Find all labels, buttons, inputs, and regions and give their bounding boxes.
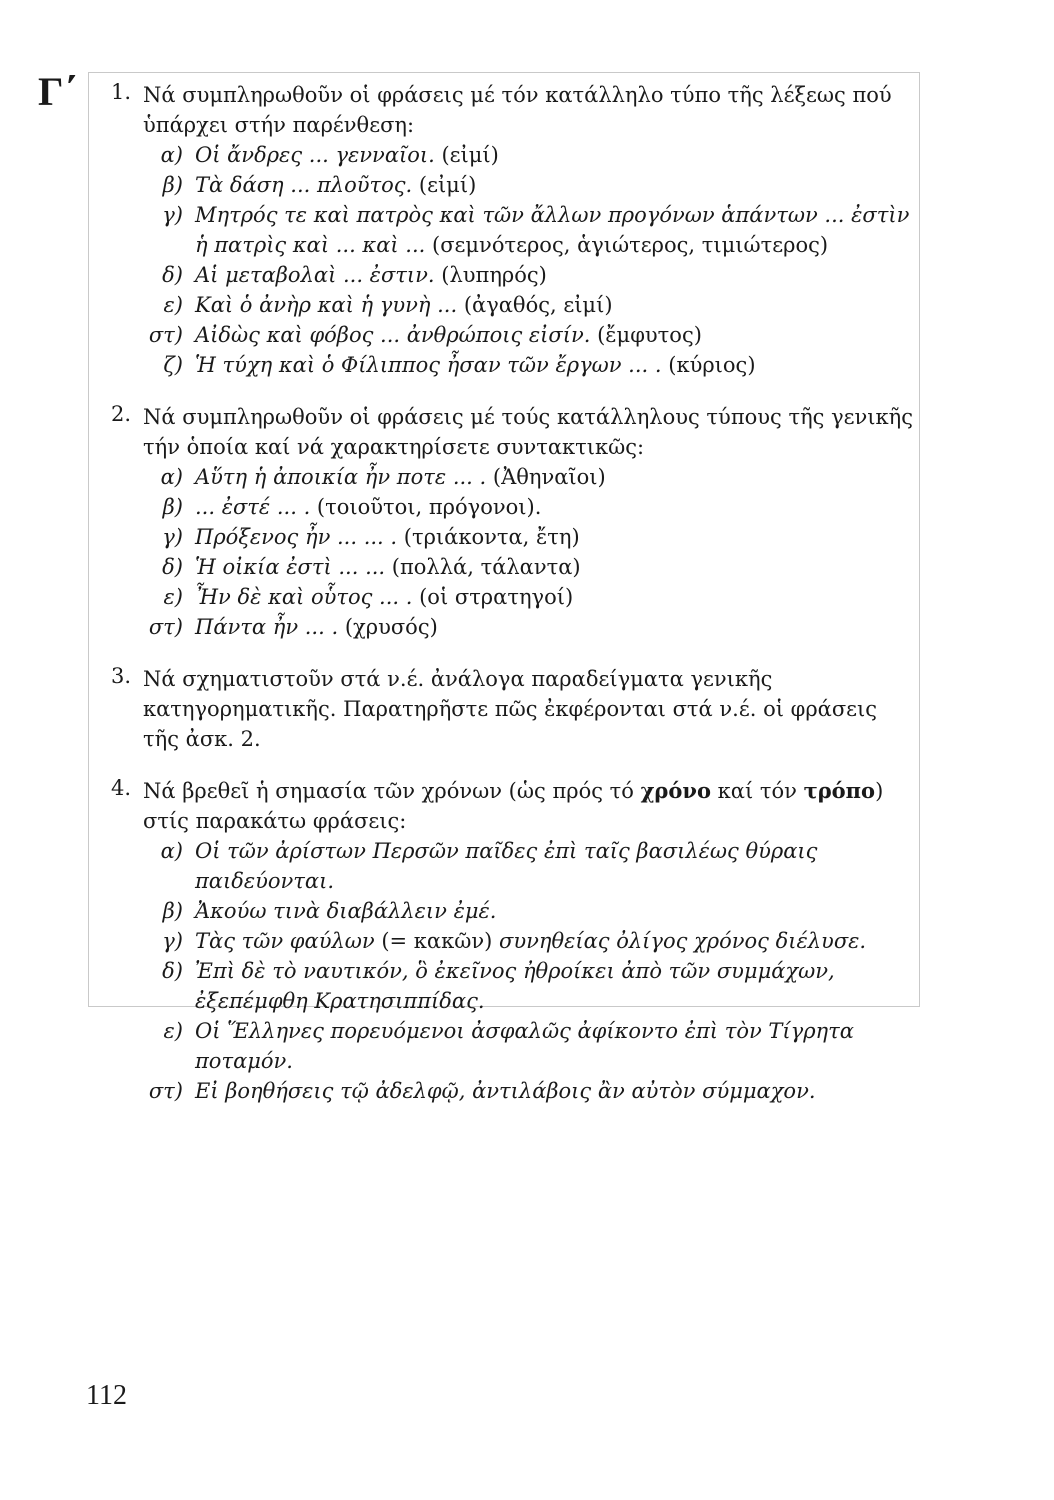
exercise-number: 3.	[110, 664, 131, 688]
exercise-instruction: Νά συμπληρωθοῦν οἱ φράσεις μέ τόν κατάλληλο τύπο τῆς λέξεως πού ὑπάρχει στήν παρένθεση:	[143, 83, 892, 137]
item-text: Αἱ μεταβολαὶ ... ἐστιν.	[195, 263, 435, 287]
item-label: δ)	[162, 263, 183, 287]
item-label: ζ)	[163, 353, 183, 377]
list-item	[143, 956, 913, 1016]
section-letter: Γ΄	[38, 69, 77, 114]
item-text: Οἱ Ἕλληνες πορευόμενοι ἀσφαλῶς ἀφίκοντο ἐπὶ τὸν Τίγρητα ποταμόν.	[195, 1019, 854, 1073]
item-label: α)	[160, 143, 183, 167]
bold-term-time: χρόνο	[640, 778, 711, 803]
item-hint: (ἔμφυτος)	[590, 323, 702, 347]
item-label: β)	[162, 899, 183, 923]
item-text: Ἐπὶ δὲ τὸ ναυτικόν, ὃ ἐκεῖνος ἠθροίκει ἀπὸ τῶν συμμάχων, ἐξεπέμφθη Κρατησιππίδας.	[195, 959, 835, 1013]
exercise-items	[143, 836, 913, 1106]
exercise-2	[103, 402, 913, 642]
item-label: β)	[162, 495, 183, 519]
item-text-cont: συνηθείας ὀλίγος χρόνος διέλυσε.	[499, 929, 867, 953]
item-hint: (χρυσός)	[338, 615, 438, 639]
item-text: Ἡ οἰκία ἐστὶ ... ...	[195, 555, 386, 579]
item-text: Πάντα ἦν ... .	[195, 615, 339, 639]
item-label: δ)	[162, 959, 183, 983]
list-item	[143, 462, 913, 492]
exercise-number: 1.	[110, 80, 131, 104]
item-text: Ἀκούω τινὰ διαβάλλειν ἐμέ.	[195, 899, 497, 923]
exercise-content	[103, 80, 913, 1128]
list-item	[143, 926, 913, 956]
item-label: δ)	[162, 555, 183, 579]
list-item	[143, 612, 913, 642]
item-hint: (τοιοῦτοι, πρόγονοι).	[310, 495, 542, 519]
exercise-number: 2.	[110, 402, 131, 426]
item-label: στ)	[148, 323, 183, 347]
item-label: ε)	[163, 1019, 183, 1043]
item-label: γ)	[162, 525, 183, 549]
list-item	[143, 836, 913, 896]
list-item	[143, 896, 913, 926]
item-hint: (κύριος)	[661, 353, 756, 377]
item-label: ε)	[163, 293, 183, 317]
item-label: α)	[160, 465, 183, 489]
list-item	[143, 260, 913, 290]
item-hint: (λυπηρός)	[434, 263, 547, 287]
bold-term-mood: τρόπο	[803, 778, 876, 803]
exercise-3	[103, 664, 913, 754]
item-label: στ)	[148, 615, 183, 639]
item-text: Μητρός τε καὶ πατρὸς καὶ τῶν ἄλλων προγόνων ἁπάντων ... ἐστὶν ἡ πατρὶς καὶ ... καὶ ...	[195, 203, 910, 257]
item-label: γ)	[162, 203, 183, 227]
list-item	[143, 1076, 913, 1106]
item-hint: (εἰμί)	[412, 173, 477, 197]
list-item	[143, 350, 913, 380]
item-text: Αἰδὼς καὶ φόβος ... ἀνθρώποις εἰσίν.	[195, 323, 591, 347]
list-item	[143, 582, 913, 612]
item-text: Αὕτη ἡ ἀποικία ἦν ποτε ... .	[195, 465, 487, 489]
item-label: α)	[160, 839, 183, 863]
list-item	[143, 522, 913, 552]
exercise-items	[143, 462, 913, 642]
exercise-items	[143, 140, 913, 380]
item-text: Τὰς τῶν φαύλων	[195, 929, 375, 953]
item-label: γ)	[162, 929, 183, 953]
item-hint: (οἱ στρατηγοί)	[412, 585, 574, 609]
exercise-1	[103, 80, 913, 380]
list-item	[143, 320, 913, 350]
item-hint: (σεμνότερος, ἁγιώτερος, τιμιώτερος)	[425, 233, 829, 257]
exercise-4	[103, 776, 913, 1106]
item-text: Εἰ βοηθήσεις τῷ ἀδελφῷ, ἀντιλάβοις ἂν αὐτὸν σύμμαχον.	[195, 1079, 816, 1103]
exercise-instruction: Νά συμπληρωθοῦν οἱ φράσεις μέ τούς κατάλληλους τύπους τῆς γενικῆς τήν ὁποία καί νά χαρακτηρίσετε συντακτικῶς:	[143, 405, 913, 459]
item-hint: (τριάκοντα, ἔτη)	[397, 525, 580, 549]
item-label: στ)	[148, 1079, 183, 1103]
item-hint: (= κακῶν)	[374, 929, 500, 953]
item-hint: (Ἀθηναῖοι)	[486, 465, 606, 489]
exercise-instruction: Νά σχηματιστοῦν στά ν.έ. ἀνάλογα παραδείγματα γενικῆς κατηγορηματικῆς. Παρατηρῆστε πῶς ἐκφέρονται στά ν.έ. οἱ φράσεις τῆς ἀσκ. 2.	[143, 667, 878, 751]
list-item	[143, 552, 913, 582]
list-item	[143, 492, 913, 522]
item-hint: (εἰμί)	[434, 143, 499, 167]
list-item	[143, 200, 913, 260]
exercise-instruction: Νά βρεθεῖ ἡ σημασία τῶν χρόνων (ὡς πρός τό χρόνο καί τόν τρόπο) στίς παρακάτω φράσεις:	[143, 778, 884, 833]
exercise-number: 4.	[110, 776, 131, 800]
item-text: Πρόξενος ἦν ... ... .	[195, 525, 398, 549]
item-label: β)	[162, 173, 183, 197]
item-text: ... ἐστέ ... .	[195, 495, 311, 519]
item-text: Καὶ ὁ ἀνὴρ καὶ ἡ γυνὴ ...	[195, 293, 458, 317]
item-text: Τὰ δάση ... πλοῦτος.	[195, 173, 413, 197]
list-item	[143, 170, 913, 200]
list-item	[143, 290, 913, 320]
list-item	[143, 1016, 913, 1076]
page-number: 112	[86, 1380, 127, 1411]
item-label: ε)	[163, 585, 183, 609]
item-hint: (πολλά, τάλαντα)	[385, 555, 581, 579]
item-text: Ἦν δὲ καὶ οὗτος ... .	[195, 585, 413, 609]
item-text: Ἡ τύχη καὶ ὁ Φίλιππος ἦσαν τῶν ἔργων ... .	[195, 353, 662, 377]
item-text: Οἱ ἄνδρες ... γενναῖοι.	[195, 143, 435, 167]
item-hint: (ἀγαθός, εἰμί)	[457, 293, 613, 317]
item-text: Οἱ τῶν ἀρίστων Περσῶν παῖδες ἐπὶ ταῖς βασιλέως θύραις παιδεύονται.	[195, 839, 818, 893]
list-item	[143, 140, 913, 170]
